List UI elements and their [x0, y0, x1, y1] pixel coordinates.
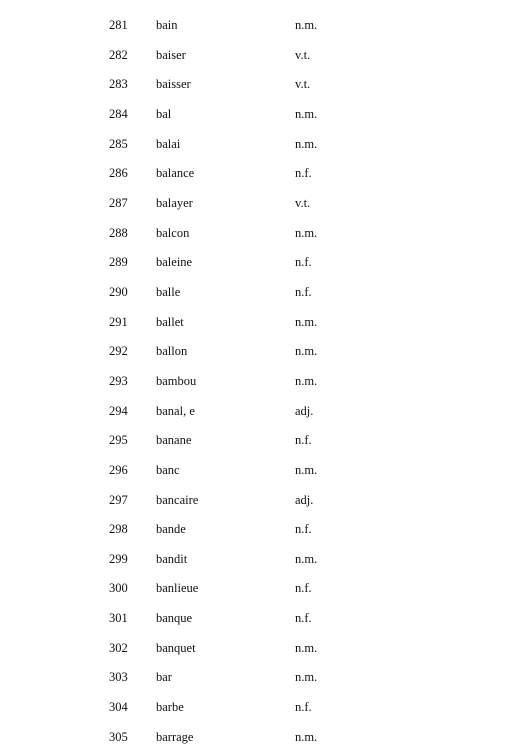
list-item — [0, 220, 525, 250]
list-item — [0, 131, 525, 161]
list-item — [0, 309, 525, 339]
entry-number: 305 — [109, 729, 128, 744]
list-item — [0, 42, 525, 72]
entry-part-of-speech: n.m. — [295, 551, 318, 566]
entry-number: 291 — [109, 314, 128, 329]
entry-number: 282 — [109, 47, 128, 62]
entry-word: baisser — [156, 77, 191, 92]
list-item — [0, 190, 525, 220]
list-item — [0, 516, 525, 546]
list-item — [0, 279, 525, 309]
list-item — [0, 664, 525, 694]
list-item — [0, 487, 525, 517]
entry-word: banc — [156, 462, 180, 477]
entry-word: banlieue — [156, 581, 199, 596]
entry-word: balai — [156, 136, 181, 151]
entry-number: 283 — [109, 77, 128, 92]
entry-part-of-speech: n.m. — [295, 225, 318, 240]
entry-number: 296 — [109, 462, 128, 477]
list-item — [0, 101, 525, 131]
entry-number: 292 — [109, 344, 128, 359]
entry-word: bancaire — [156, 492, 199, 507]
entry-number: 293 — [109, 373, 128, 388]
entry-word: ballet — [156, 314, 184, 329]
list-item — [0, 635, 525, 665]
entry-part-of-speech: n.f. — [295, 522, 312, 537]
list-item — [0, 694, 525, 724]
entry-number: 298 — [109, 522, 128, 537]
entry-part-of-speech: adj. — [295, 403, 314, 418]
entry-part-of-speech: n.f. — [295, 700, 312, 715]
entry-part-of-speech: n.m. — [295, 106, 318, 121]
list-item — [0, 160, 525, 190]
entry-part-of-speech: n.f. — [295, 284, 312, 299]
entry-word: banque — [156, 611, 193, 626]
entry-word: bandit — [156, 551, 188, 566]
entry-number: 304 — [109, 700, 128, 715]
entry-part-of-speech: v.t. — [295, 47, 311, 62]
entry-word: banal, e — [156, 403, 195, 418]
list-item — [0, 338, 525, 368]
entry-number: 294 — [109, 403, 128, 418]
entry-word: banquet — [156, 640, 196, 655]
entry-word: balle — [156, 284, 181, 299]
entry-word: balcon — [156, 225, 190, 240]
entry-part-of-speech: n.f. — [295, 611, 312, 626]
entry-word: bar — [156, 670, 172, 685]
entry-number: 303 — [109, 670, 128, 685]
entry-number: 286 — [109, 166, 128, 181]
entry-word: balance — [156, 166, 195, 181]
vocabulary-list — [0, 12, 525, 753]
list-item — [0, 249, 525, 279]
entry-part-of-speech: n.f. — [295, 255, 312, 270]
entry-part-of-speech: n.m. — [295, 18, 318, 32]
list-item — [0, 546, 525, 576]
entry-part-of-speech: v.t. — [295, 195, 311, 210]
entry-word: baleine — [156, 255, 193, 270]
entry-part-of-speech: n.f. — [295, 581, 312, 596]
entry-word: bal — [156, 106, 172, 121]
entry-number: 290 — [109, 284, 128, 299]
entry-word: ballon — [156, 344, 188, 359]
entry-number: 297 — [109, 492, 128, 507]
list-item — [0, 457, 525, 487]
entry-number: 285 — [109, 136, 128, 151]
list-item — [0, 605, 525, 635]
entry-word: bande — [156, 522, 186, 537]
list-item — [0, 398, 525, 428]
entry-part-of-speech: n.m. — [295, 729, 318, 744]
entry-part-of-speech: n.m. — [295, 314, 318, 329]
entry-number: 302 — [109, 640, 128, 655]
list-item — [0, 71, 525, 101]
entry-part-of-speech: n.m. — [295, 136, 318, 151]
entry-part-of-speech: v.t. — [295, 77, 311, 92]
list-item — [0, 12, 525, 42]
entry-part-of-speech: n.f. — [295, 166, 312, 181]
entry-word: barrage — [156, 729, 194, 744]
entry-number: 281 — [109, 18, 128, 32]
list-item — [0, 724, 525, 754]
entry-word: balayer — [156, 195, 193, 210]
entry-part-of-speech: n.m. — [295, 373, 318, 388]
entry-word: banane — [156, 433, 192, 448]
entry-number: 300 — [109, 581, 128, 596]
entry-word: bambou — [156, 373, 197, 388]
list-item — [0, 368, 525, 398]
list-item — [0, 427, 525, 457]
entry-part-of-speech: n.f. — [295, 433, 312, 448]
entry-number: 299 — [109, 551, 128, 566]
entry-part-of-speech: n.m. — [295, 640, 318, 655]
entry-part-of-speech: adj. — [295, 492, 314, 507]
entry-word: baiser — [156, 47, 186, 62]
entry-part-of-speech: n.m. — [295, 344, 318, 359]
entry-number: 287 — [109, 195, 128, 210]
entry-number: 289 — [109, 255, 128, 270]
list-item — [0, 575, 525, 605]
entry-number: 284 — [109, 106, 128, 121]
entry-part-of-speech: n.m. — [295, 462, 318, 477]
entry-word: bain — [156, 18, 178, 32]
entry-part-of-speech: n.m. — [295, 670, 318, 685]
entry-word: barbe — [156, 700, 184, 715]
entry-number: 301 — [109, 611, 128, 626]
entry-number: 295 — [109, 433, 128, 448]
entry-number: 288 — [109, 225, 128, 240]
